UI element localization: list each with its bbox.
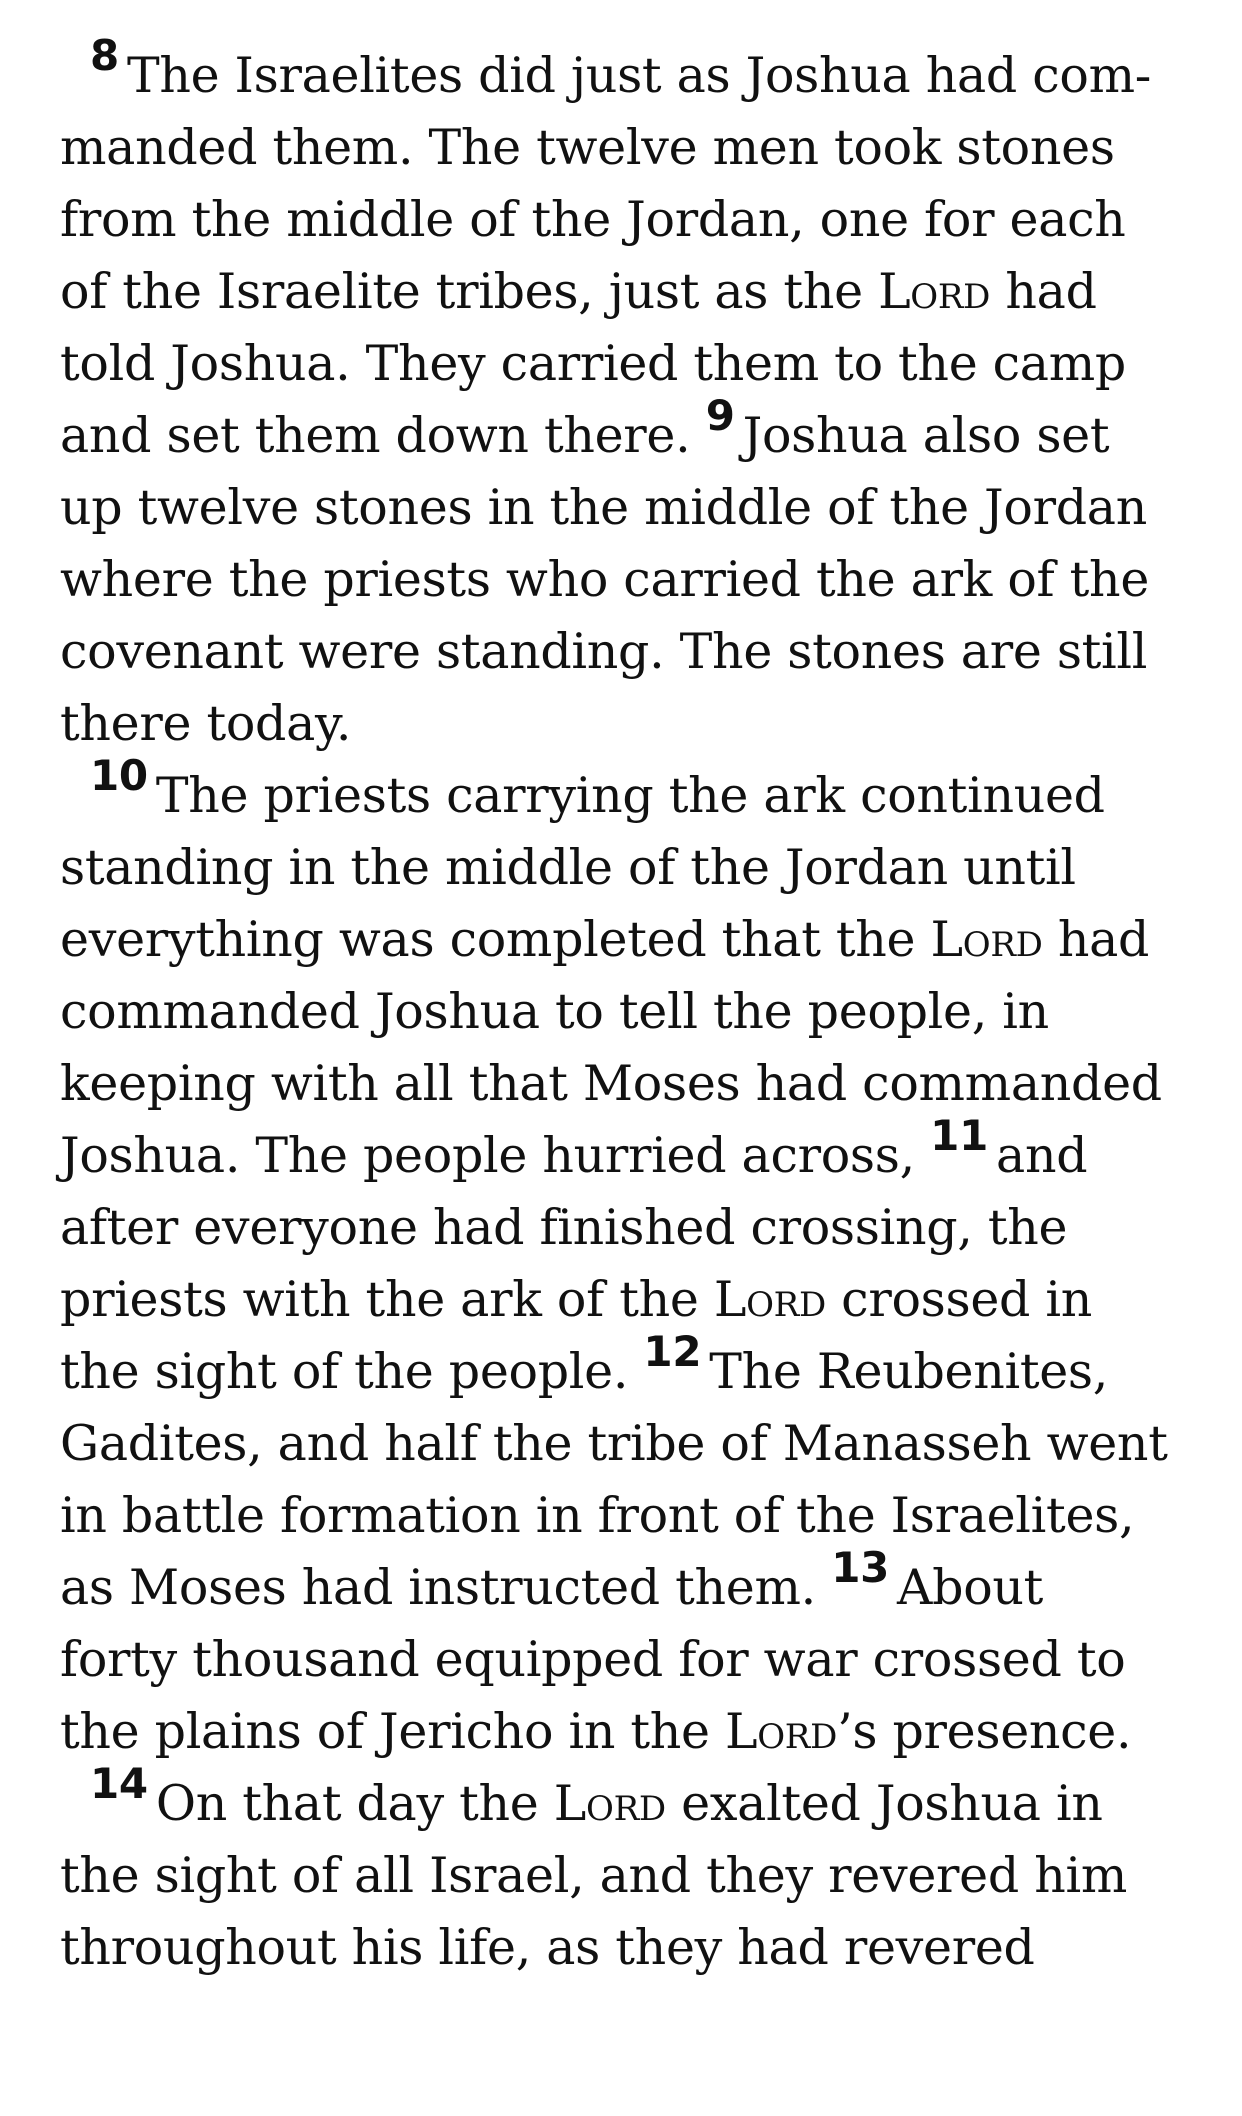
verse-text: had <box>1042 911 1150 968</box>
text-line <box>60 1759 1210 1840</box>
verse-number[interactable]: 9 <box>705 391 735 440</box>
text-line <box>60 688 1210 760</box>
text-line <box>60 112 1210 184</box>
verse-text: priests with the ark of the <box>60 1271 714 1328</box>
verse-text: About <box>897 1559 1044 1616</box>
text-line <box>60 616 1210 688</box>
text-line <box>60 976 1210 1048</box>
verse-number[interactable]: 8 <box>90 31 119 80</box>
verse-text: ’s presence. <box>837 1703 1132 1760</box>
text-line <box>60 1912 1210 1984</box>
scripture-text <box>60 31 1210 1984</box>
verse-text: throughout his life, as they had revered <box>60 1919 1035 1976</box>
verse-text: The Israelites did just as Joshua had com- <box>126 47 1151 104</box>
verse-text: The priests carrying the ark continued <box>155 767 1105 824</box>
verse-text: told Joshua. They carried them to the camp <box>60 335 1126 392</box>
text-line <box>60 184 1210 256</box>
verse-text: keeping with all that Moses had commanded <box>60 1055 1162 1112</box>
verse-text: Gadites, and half the tribe of Manasseh went <box>60 1415 1168 1472</box>
text-line <box>60 328 1210 400</box>
text-line <box>60 1264 1210 1336</box>
verse-text: everything was completed that the <box>60 911 931 968</box>
verse-text: the sight of all Israel, and they revered him <box>60 1847 1128 1904</box>
text-line <box>60 1696 1210 1768</box>
text-line <box>60 1327 1210 1408</box>
verse-text: of the Israelite tribes, just as the <box>60 263 879 320</box>
text-line <box>60 256 1210 328</box>
verse-text: crossed in <box>825 1271 1093 1328</box>
text-line <box>60 904 1210 976</box>
text-line <box>60 1111 1210 1192</box>
divine-name: Lord <box>553 1775 666 1832</box>
verse-text: exalted Joshua in <box>665 1775 1103 1832</box>
verse-number[interactable]: 12 <box>643 1327 702 1376</box>
verse-number[interactable]: 11 <box>930 1111 989 1160</box>
text-line <box>60 31 1210 112</box>
verse-text: where the priests who carried the ark of the <box>60 551 1150 608</box>
text-line <box>60 391 1210 472</box>
verse-text: standing in the middle of the Jordan until <box>60 839 1076 896</box>
text-line <box>60 1192 1210 1264</box>
text-line <box>60 1543 1210 1624</box>
verse-text: The Reubenites, <box>709 1343 1109 1400</box>
verse-text: the sight of the people. <box>60 1343 644 1400</box>
verse-text: from the middle of the Jordan, one for each <box>60 191 1126 248</box>
verse-text: Joshua also set <box>742 407 1110 464</box>
verse-text: manded them. The twelve men took stones <box>60 119 1115 176</box>
text-line <box>60 1624 1210 1696</box>
divine-name: Lord <box>930 911 1043 968</box>
verse-text: there today. <box>60 695 352 752</box>
verse-text: covenant were standing. The stones are still <box>60 623 1148 680</box>
verse-text: Joshua. The people hurried across, <box>60 1127 931 1184</box>
verse-text: and <box>996 1127 1088 1184</box>
divine-name: Lord <box>878 263 991 320</box>
text-line <box>60 832 1210 904</box>
divine-name: Lord <box>724 1703 838 1760</box>
verse-text: the plains of Jericho in the <box>60 1703 725 1760</box>
verse-text: commanded Joshua to tell the people, in <box>60 983 1049 1040</box>
verse-text: up twelve stones in the middle of the Jordan <box>60 479 1147 536</box>
text-line <box>60 544 1210 616</box>
text-line <box>60 1480 1210 1552</box>
verse-text: in battle formation in front of the Israelites, <box>60 1487 1135 1544</box>
text-line <box>60 472 1210 544</box>
divine-name: Lord <box>713 1271 826 1328</box>
text-line <box>60 751 1210 832</box>
verse-text: as Moses had instructed them. <box>60 1559 832 1616</box>
verse-text: forty thousand equipped for war crossed to <box>60 1631 1126 1688</box>
verse-number[interactable]: 10 <box>90 751 148 800</box>
verse-text: and set them down there. <box>60 407 706 464</box>
verse-text: after everyone had finished crossing, the <box>60 1199 1068 1256</box>
text-line <box>60 1408 1210 1480</box>
verse-number[interactable]: 13 <box>831 1543 890 1592</box>
verse-text: had <box>990 263 1097 320</box>
text-line <box>60 1048 1210 1120</box>
verse-number[interactable]: 14 <box>90 1759 148 1808</box>
verse-text: On that day the <box>155 1775 554 1832</box>
text-line <box>60 1840 1210 1912</box>
